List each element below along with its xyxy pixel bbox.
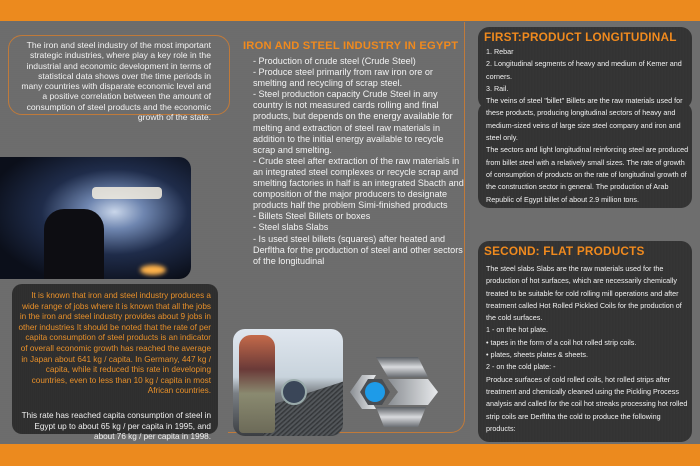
top-orange-band [0, 0, 700, 21]
list-item: - Production of crude steel (Crude Steel) [253, 56, 416, 66]
second-line: 2 - on the cold plate: - [486, 362, 556, 372]
bottom-orange-band [0, 444, 700, 466]
list-item: - Crude steel after extraction of the raw materials in an integrated steel complexes or recycle scrap and smelting factories in half is an integrated Sbacth and composition of the major producers to designate products half the problem Simi-finished products [253, 155, 464, 211]
egypt-section-title: IRON AND STEEL INDUSTRY IN EGYPT [243, 40, 459, 52]
first-line: 3. Rail. [486, 83, 509, 93]
jobs-orange-text: It is known that iron and steel industry produces a wide range of jobs where it is known that all the jobs in the iron and steel industry provides about 9 jobs in other industries It should be noted that the rate of per capita consumption of steel products is an indicator of overall economic growth has reached the average in Japan about 641 kg / capita. In Germany, 447 kg / capita, while it reduced this rate in developing countries, even to less than 10 kg / capita in most African countries. [18, 291, 211, 396]
second-section-body [486, 263, 690, 435]
first-line: 1. Rebar [486, 47, 514, 56]
egypt-consumption-text: This rate has reached capita consumption of steel in Egypt up to about 65 kg / per capita in 1995, and about 76 kg / per capita in 1998. [21, 411, 211, 442]
first-line: The veins of steel "billet" Billets are the raw materials used for these products, producing longitudinal sectors of heavy and medium-sized veins of large size steel company and iron and steel only. [486, 96, 683, 143]
list-item: - Steel production capacity Crude Steel in any country is not measured cards rolling and final products, but depends on the energy available for melting and extraction of steel raw materials in addition to the initial energy available to recycle scrap and smelting. [253, 89, 453, 155]
welder-photo [0, 157, 191, 279]
first-line: 2. Longitudinal segments of heavy and medium of Kemer and corners. [486, 59, 682, 81]
list-item: - Produce steel primarily from raw iron ore or smelting and recycling of scrap steel. [253, 67, 433, 89]
list-item: - Steel slabs Slabs [253, 222, 329, 233]
intro-paragraph: The iron and steel industry of the most important strategic industries, where play a key role in the industrial and economic development in terms of statistical data shows over the time periods in many countries with disparate economic level and a positive correlation between the amount of consumption of steel products and the economic growth of the state. [21, 40, 211, 123]
second-line: • tapes in the form of a coil hot rolled strip coils. [486, 337, 637, 347]
second-line: • plates, sheets plates & sheets. [486, 350, 589, 360]
second-section-title: SECOND: FLAT PRODUCTS [484, 244, 645, 258]
second-line: 1 - on the hot plate. [486, 325, 548, 335]
list-item: - Is used steel billets (squares) after heated and Derfltha for the production of steel and other sectors of the longitudinal [253, 233, 463, 266]
first-section-body [486, 46, 690, 206]
egypt-list [253, 56, 465, 267]
second-line: The steel slabs Slabs are the raw materials used for the production of hot surfaces, which are necessarily chemically treated to be suitable for cold rolling mill operations and after treatment called Hot Rolled Pickled Coils for the production of the cold surfaces. [486, 264, 682, 323]
hexagon-logo-icon [348, 355, 443, 430]
worker-rebar-photo [233, 329, 343, 436]
first-section-title: FIRST:PRODUCT LONGITUDINAL [484, 30, 677, 44]
first-line: The sectors and light longitudinal reinforcing steel are produced from billet steel with a relatively small sizes. The rate of growth of consumption of products on the rate of longitudinal growth of the construction sector in general. The production of Arab Republic of Egypt billet of about 2.9 million tons. [486, 145, 689, 204]
second-line: Produce surfaces of cold rolled coils, hot rolled strips after treatment and chemically cleaned using the Pickling Process analysis and called for the coil hot streaks processing hot rolled strip coils are Derfltha the cold to produce the following products: [486, 374, 688, 433]
logo-blue-dot [365, 382, 385, 402]
list-item: - Billets Steel Billets or boxes [253, 211, 371, 222]
